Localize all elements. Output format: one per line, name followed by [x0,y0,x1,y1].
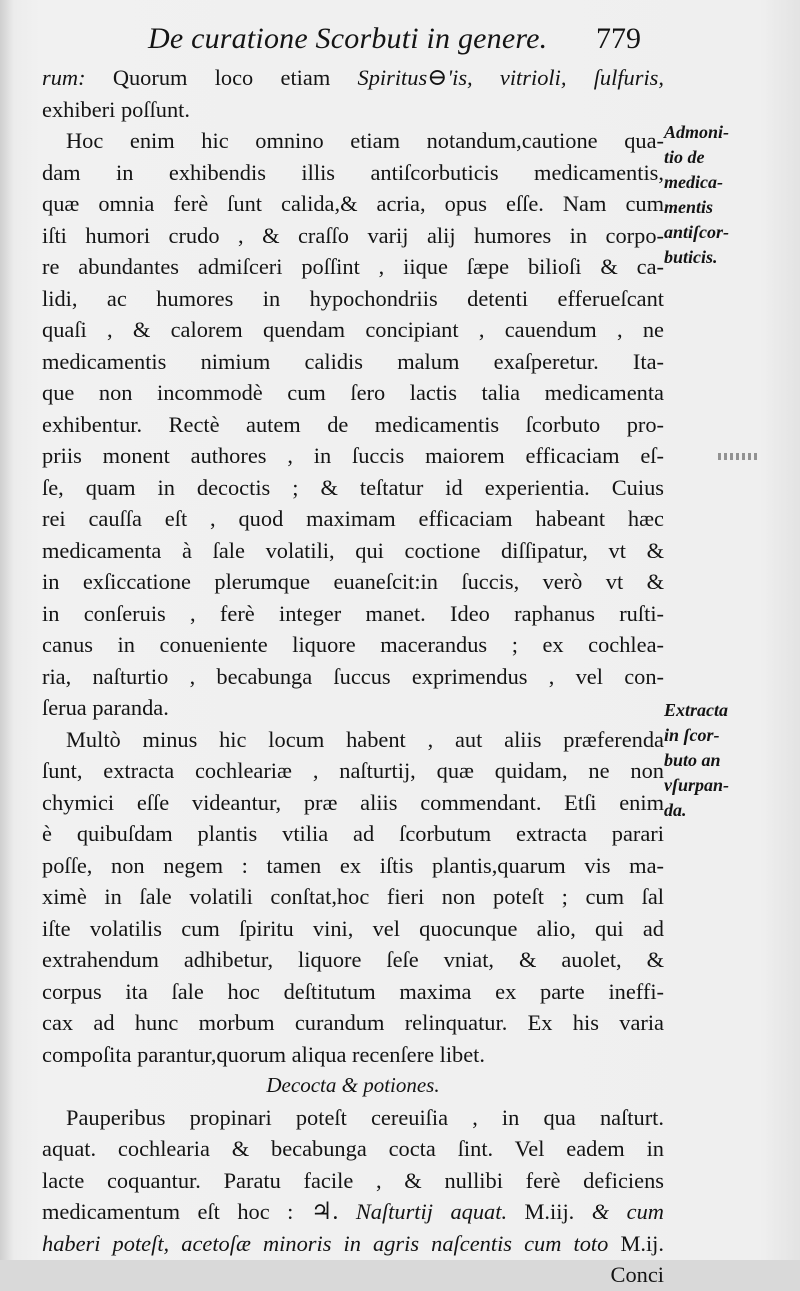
margin-note-line: mentis [664,197,714,217]
recipe-symbol-icon: ♃. [310,1199,339,1225]
text-fragment: haberi poteſt, acetoſæ minoris in agris naſcentis cum toto [42,1230,609,1256]
text-line: chymici eſſe videantur, præ aliis commendant. Etſi enim [42,789,664,815]
margin-note-line: antiſcor- [664,222,729,242]
text-line: Hoc enim hic omnino etiam notandum,cautione qua- [66,128,664,153]
text-line: ſe, quam in decoctis ; & teſtatur id experientia. Cuius [42,474,664,500]
text-line: canus in conueniente liquore macerandus ; ex cochlea- [42,632,664,657]
text-line: priis monent authores , in ſuccis maiorem efficaciam eſ- [42,443,664,468]
text-fragment: 'is, vitrioli, ſulfuris, [447,65,664,90]
section-subheading: Decocta & potiones. [266,1073,440,1097]
text-line: ria, naſturtio , becabunga ſuccus exprimendus , vel con- [42,663,664,689]
text-line: medicamentis nimium calidis malum exaſperetur. Ita- [42,348,664,374]
main-text [42,62,664,1291]
text-line: exhiberi poſſunt. [42,96,190,122]
text-line: iſti humori crudo , & craſſo varij alij humores in corpo- [42,222,664,248]
text-fragment: Spiritus [357,65,428,90]
text-fragment: & cum [591,1199,664,1224]
page-header [148,22,668,62]
text-fragment: medicamentum eſt hoc : [42,1199,294,1224]
text-line: extrahendum adhibetur, liquore ſeſe vniat, & auolet, & [42,947,664,972]
text-line: re abundantes admiſceri poſſint , iique ſæpe bilioſi & ca- [42,254,664,279]
text-line: Multò minus hic locum habent , aut aliis præferenda [66,726,664,752]
page-number: 779 [596,22,641,55]
text-line: cax ad hunc morbum curandum relinquatur. Ex his varia [42,1010,664,1035]
margin-note-line: da. [664,800,687,820]
text-line: corpus ita ſale hoc deſtitutum maxima ex parte ineffi- [42,978,664,1004]
text-line: compoſita parantur,quorum aliqua recenſere libet. [42,1041,486,1067]
text-fragment: Naſturtij aquat. [355,1199,508,1224]
text-line: aquat. cochlearia & becabunga cocta ſint. Vel eadem in [42,1136,664,1161]
text-line: dam in exhibendis illis antiſcorbuticis medicamentis, [42,159,664,185]
text-line: rei cauſſa eſt , quod maximam efficaciam habeant hæc [42,506,664,531]
margin-note-line: Admoni- [664,122,730,142]
text-line: in conſeruis , ferè integer manet. Ideo raphanus ruſti- [42,600,664,626]
margin-note-admonitio [664,120,792,270]
ink-blot [718,453,760,460]
salt-symbol-icon: ⊖ [427,65,448,91]
text-line: poſſe, non negem : tamen ex iſtis plantis,quarum vis ma- [42,852,664,878]
text-line: è quibuſdam plantis vtilia ad ſcorbutum extracta parari [42,821,664,846]
catchword: Conci [610,1262,664,1287]
text-line: lacte coquantur. Paratu facile , & nullibi ferè deficiens [42,1167,664,1193]
text-fragment: rum: [42,65,86,90]
margin-note-line: buto an [664,750,721,770]
text-fragment: Quorum loco etiam [112,65,331,90]
margin-note-line: Extracta [664,700,729,720]
text-line: exhibentur. Rectè autem de medicamentis ſcorbuto pro- [42,411,664,437]
text-line: que non incommodè cum ſero lactis talia medicamenta [42,380,664,405]
text-line: iſte volatilis cum ſpiritu vini, vel quocunque alio, qui ad [42,915,664,941]
margin-note-line: in ſcor- [664,725,720,745]
text-line: ſerua paranda. [42,695,169,720]
text-line: Pauperibus propinari poteſt cereuiſia , in qua naſturt. [66,1104,664,1130]
text-fragment: M.ij. [620,1230,664,1256]
text-line: quaſi , & calorem quendam concipiant , cauendum , ne [42,317,664,342]
text-fragment: M.iij. [524,1199,575,1224]
text-line: ſunt, extracta cochleariæ , naſturtij, quæ quidam, ne non [42,758,664,783]
margin-note-line: medica- [664,172,723,192]
margin-note-extracta [664,698,792,823]
margin-note-line: buticis. [664,247,718,267]
text-line [42,1228,664,1260]
running-head: De curatione Scorbuti in genere. [148,22,548,55]
text-line: quæ omnia ferè ſunt calida,& acria, opus eſſe. Nam cum [42,191,664,216]
text-line: in exſiccatione plerumque euaneſcit:in ſuccis, verò vt & [42,569,664,594]
text-line [42,62,664,94]
margin-note-line: tio de [664,147,705,167]
text-line: medicamenta à ſale volatili, qui coctione diſſipatur, vt & [42,537,664,563]
text-line: lidi, ac humores in hypochondriis detenti efferueſcant [42,285,664,311]
text-line: ximè in ſale volatili conſtat,hoc fieri non poteſt ; cum ſal [42,884,664,909]
text-line [42,1196,664,1228]
margin-note-line: vſurpan- [664,775,730,795]
